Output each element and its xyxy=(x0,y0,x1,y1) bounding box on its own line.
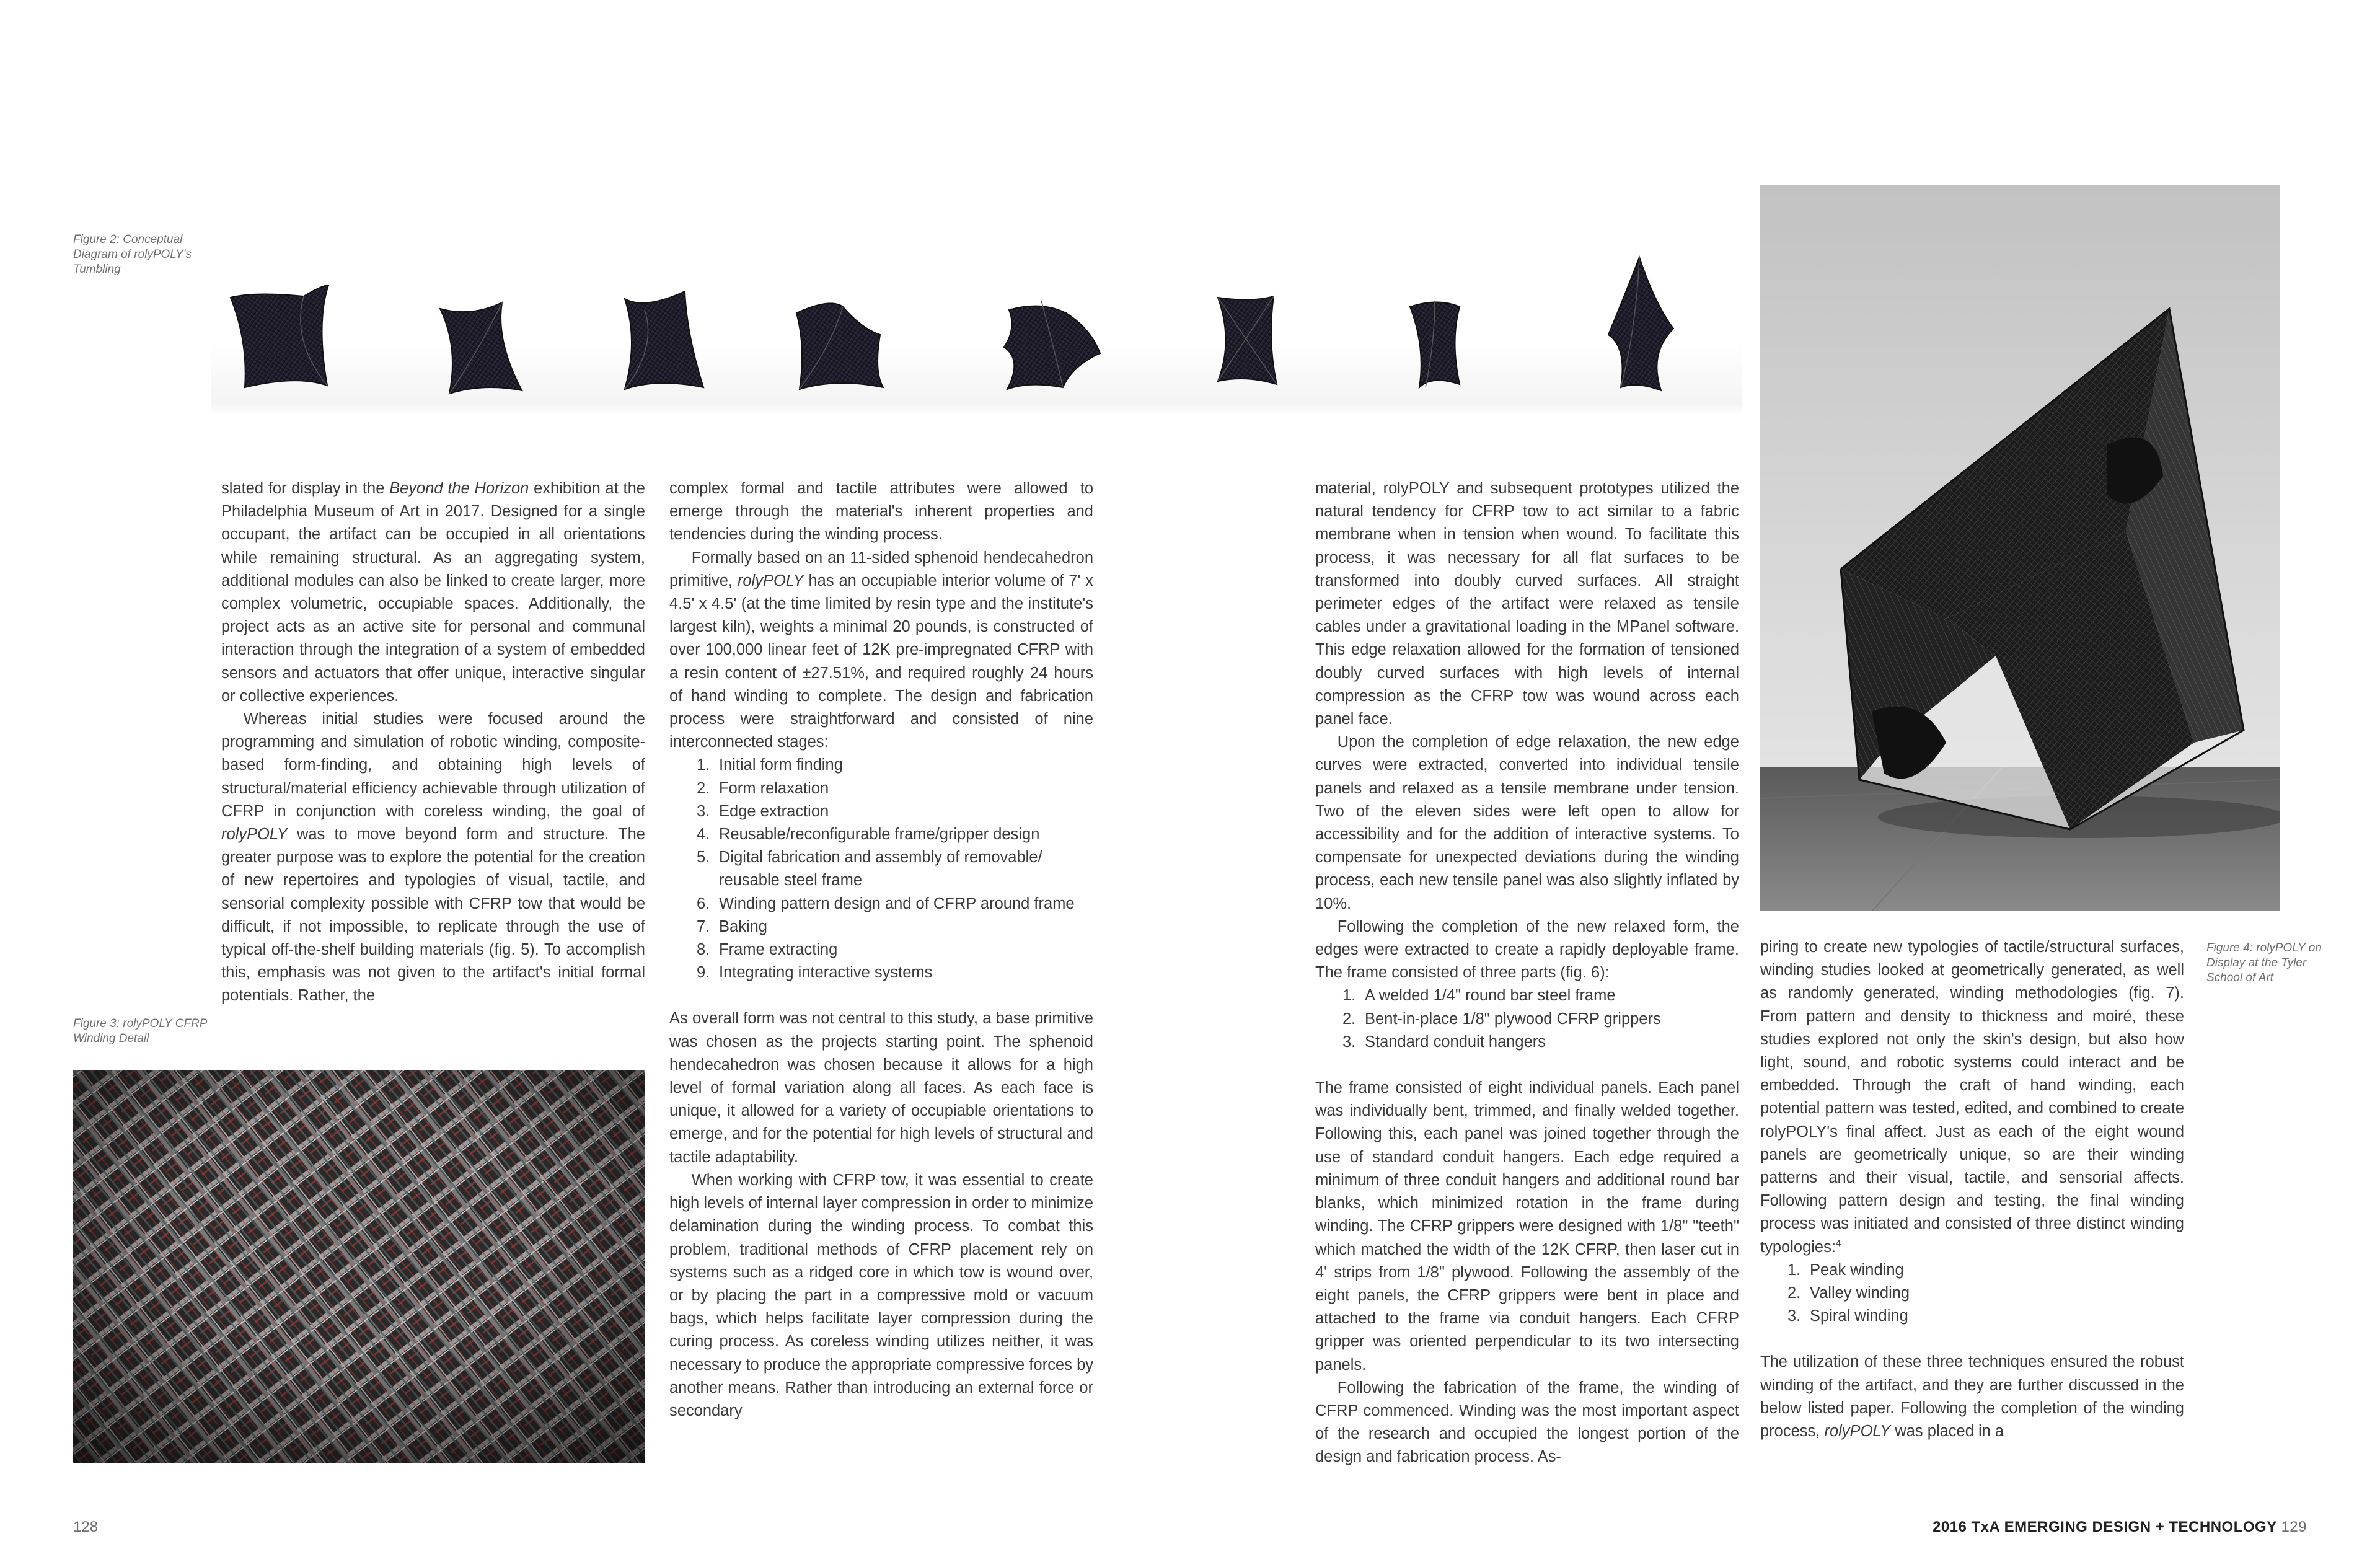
list-item xyxy=(669,893,1093,916)
list-item xyxy=(669,961,1093,984)
body-column-2 xyxy=(669,477,1093,1423)
list-item xyxy=(1760,1305,2184,1328)
text: exhibition at the Philadelphia Museum of Art in 2017. Designed for a single occupant, the artifact can be occupied in all orientations while remaining structural. As an aggregating system, additional modules can also be linked to create larger, more complex volumetric, occupiable spaces. Additionally, the project acts as an active site for personal and communal interaction through the integration of a system of embedded sensors and actuators that offer unique, interactive singular or collective experiences. xyxy=(221,480,645,705)
list-text: Edge extraction xyxy=(719,802,829,820)
text: The frame consisted of eight individual panels. Each panel was individually bent, trimmed, and finally welded together. Following this, each panel was joined together through the use of standard conduit hangers. Each edge required a minimum of three conduit hangers and additional round bar blanks, which minimized rotation in the frame during winding. The CFRP grippers were designed with 1/8" "teeth" which matched the width of the 12K CFRP, then laser cut in 4' strips from 1/8" plywood. Following the assembly of the eight panels, the CFRP grippers were bent in place and attached to the frame via conduit hangers. Each CFRP gripper was oriented perpendicular to its two intersecting panels. xyxy=(1315,1079,1739,1374)
list-text: Integrating interactive systems xyxy=(719,964,933,982)
project-name: rolyPOLY xyxy=(737,571,804,589)
list-text: Reusable/reconfigurable frame/gripper design xyxy=(719,826,1040,844)
list-text: A welded 1/4" round bar steel frame xyxy=(1365,987,1616,1005)
list-item xyxy=(669,800,1093,823)
list-text: Initial form finding xyxy=(719,756,843,774)
body-column-3 xyxy=(1315,477,1739,1469)
list-item xyxy=(669,938,1093,961)
list-number: 2. xyxy=(697,779,710,797)
list-number: 1. xyxy=(1342,987,1356,1005)
list-text: Baking xyxy=(719,917,767,935)
list-number: 6. xyxy=(697,894,710,912)
list-item xyxy=(669,916,1093,938)
project-name: rolyPOLY xyxy=(221,826,288,844)
list-text: Digital fabrication and assembly of removable/ reusable steel frame xyxy=(719,849,1042,889)
text: Upon the completion of edge relaxation, the new edge curves were extracted, converted into individual tensile panels and relaxed as a tensile membrane under tension. Two of the eleven sides were left open to allow for accessibility and for the addition of interactive systems. To compensate for unexpected deviations during the winding process, each new tensile panel was also slightly inflated by 10%. xyxy=(1315,733,1739,912)
list-number: 7. xyxy=(697,917,710,935)
list-item xyxy=(1760,1259,2184,1282)
list-text: Standard conduit hangers xyxy=(1365,1033,1546,1051)
list-text: Valley winding xyxy=(1810,1284,1910,1302)
stages-list xyxy=(669,754,1093,984)
list-number: 4. xyxy=(697,826,710,844)
polyhedron-3 xyxy=(625,291,703,389)
text: The utilization of these three techniques ensured the robust winding of the artifact, and they are further discussed in the below listed paper. Following the completion of the winding process, xyxy=(1760,1353,2184,1441)
list-number: 3. xyxy=(1787,1307,1801,1325)
footnote-ref[interactable]: 4 xyxy=(1835,1238,1841,1249)
list-text: Spiral winding xyxy=(1810,1307,1908,1325)
text: Following the completion of the new relaxed form, the edges were extracted to create a rapidly deployable frame. The frame consisted of three parts (fig. 6): xyxy=(1315,917,1739,982)
text: As overall form was not central to this study, a base primitive was chosen as the projects starting point. The sphenoid hendecahedron was chosen because it allows for a high level of formal variation along all faces. As each face is unique, it allowed for a variety of occupiable orientations to emerge, and for the potential for high levels of structural and tactile adaptability. xyxy=(669,1010,1093,1166)
list-number: 1. xyxy=(697,756,710,774)
list-number: 3. xyxy=(697,802,710,820)
right-page-number: 129 xyxy=(2281,1519,2307,1535)
list-text: Bent-in-place 1/8" plywood CFRP grippers xyxy=(1365,1010,1661,1028)
list-text: Winding pattern design and of CFRP around frame xyxy=(719,894,1075,912)
running-head xyxy=(1933,1519,2307,1536)
left-page-number: 128 xyxy=(73,1519,99,1535)
list-number: 1. xyxy=(1787,1261,1801,1279)
polyhedron-6 xyxy=(1218,296,1277,384)
frame-parts-list xyxy=(1315,984,1739,1054)
list-item xyxy=(1760,1282,2184,1305)
list-item xyxy=(669,823,1093,846)
text: complex formal and tactile attributes were allowed to emerge through the material's inherent properties and tendencies during the winding process. xyxy=(669,480,1093,544)
figure-2-caption: Figure 2: Conceptual Diagram of rolyPOLY's Tumbling xyxy=(73,233,192,276)
figure-3-photo xyxy=(73,1070,645,1463)
polyhedron-1 xyxy=(231,285,328,387)
text: When working with CFRP tow, it was essential to create high levels of internal layer compression in order to minimize delamination during the winding process. To combat this problem, traditional methods of CFRP placement rely on systems such as a ridged core in which tow is wound over, or by placing the part in a compressive mold or vacuum bags, which helps facilitate layer compression during the curing process. As coreless winding utilizes neither, it was necessary to produce the appropriate compressive forces by another means. Rather than introducing an external force or secondary xyxy=(669,1171,1093,1419)
body-column-1 xyxy=(221,477,645,1008)
exhibition-title: Beyond the Horizon xyxy=(389,480,529,497)
body-column-4 xyxy=(1760,936,2184,1443)
list-item xyxy=(1315,984,1739,1007)
winding-typologies-list xyxy=(1760,1259,2184,1328)
list-number: 8. xyxy=(697,941,710,959)
list-text: Form relaxation xyxy=(719,779,829,797)
list-number: 5. xyxy=(697,849,710,867)
text: Formally based on an 11-sided sphenoid hendecahedron primitive, xyxy=(669,549,1093,589)
figure-4-photo xyxy=(1760,185,2280,911)
list-number: 2. xyxy=(1787,1284,1801,1302)
text: has an occupiable interior volume of 7' x 4.5' x 4.5' (at the time limited by resin type and the institute's largest kiln), weights a minimal 20 pounds, is constructed of over 100,000 linear feet of 12K pre-impregnated CFRP with a resin content of ±27.51%, and required roughly 24 hours of hand winding to complete. The design and fabrication process were straightforward and consisted of nine interconnected stages: xyxy=(669,571,1093,751)
list-item xyxy=(1315,1031,1739,1054)
text: slated for display in the xyxy=(221,480,390,497)
project-name: rolyPOLY xyxy=(1824,1423,1891,1441)
list-number: 3. xyxy=(1342,1033,1356,1051)
figure-3-caption: Figure 3: rolyPOLY CFRP Winding Detail xyxy=(73,1017,207,1045)
text: piring to create new typologies of tactile/structural surfaces, winding studies looked at geometrically generated, as well as randomly generated, winding methodologies (fig. 7). From pattern and density to thickness and moiré, these studies explored not only the skin's design, but also how light, sound, and robotic systems could interact and be embedded. Through the craft of hand winding, each potential pattern was tested, edited, and combined to create rolyPOLY's final affect. Just as each of the eight wound panels are geometrically unique, so are their winding patterns and their visual, tactile, and sensorial affects. Following pattern design and testing, the final winding process was initiated and consisted of three distinct winding typologies: xyxy=(1760,938,2184,1256)
list-item xyxy=(669,846,1093,892)
list-number: 2. xyxy=(1342,1010,1356,1028)
polyhedron-4 xyxy=(796,303,883,389)
text: Whereas initial studies were focused around the programming and simulation of robotic winding, composite-based form-finding, and obtaining high levels of structural/material efficiency achievable through utilization of CFRP in conjunction with coreless winding, the goal of xyxy=(221,710,645,820)
text: was placed in a xyxy=(1890,1423,2004,1441)
figure-4-caption: Figure 4: rolyPOLY on Display at the Tyler School of Art xyxy=(2206,942,2322,984)
text: Following the fabrication of the frame, the winding of CFRP commenced. Winding was the most important aspect of the research and occupied the longest portion of the design and fabrication process. As- xyxy=(1315,1379,1739,1466)
list-text: Frame extracting xyxy=(719,941,838,959)
text: was to move beyond form and structure. The greater purpose was to explore the potential for the creation of new repertoires and typologies of visual, tactile, and sensorial complexity possible with CFRP tow that would be difficult, if not impossible, to replicate through the use of typical off-the-shelf building materials (fig. 5). To accomplish this, emphasis was not given to the artifact's initial formal potentials. Rather, the xyxy=(221,826,645,1005)
text: material, rolyPOLY and subsequent prototypes utilized the natural tendency for CFRP tow to act similar to a fabric membrane when in tension when wound. To facilitate this process, it was necessary for all flat surfaces to be transformed into doubly curved surfaces. All straight perimeter edges of the artifact were relaxed as tensile cables under a gravitational loading in the MPanel software. This edge relaxation allowed for the formation of tensioned doubly curved surfaces with high levels of internal compression as the CFRP tow was wound across each panel face. xyxy=(1315,480,1739,728)
list-item xyxy=(669,777,1093,800)
journal-title: 2016 TxA EMERGING DESIGN + TECHNOLOGY xyxy=(1932,1519,2277,1535)
figure-2-tumbling-sequence xyxy=(211,248,1742,415)
list-item xyxy=(669,754,1093,777)
list-item xyxy=(1315,1008,1739,1031)
list-number: 9. xyxy=(697,964,710,982)
list-text: Peak winding xyxy=(1810,1261,1904,1279)
